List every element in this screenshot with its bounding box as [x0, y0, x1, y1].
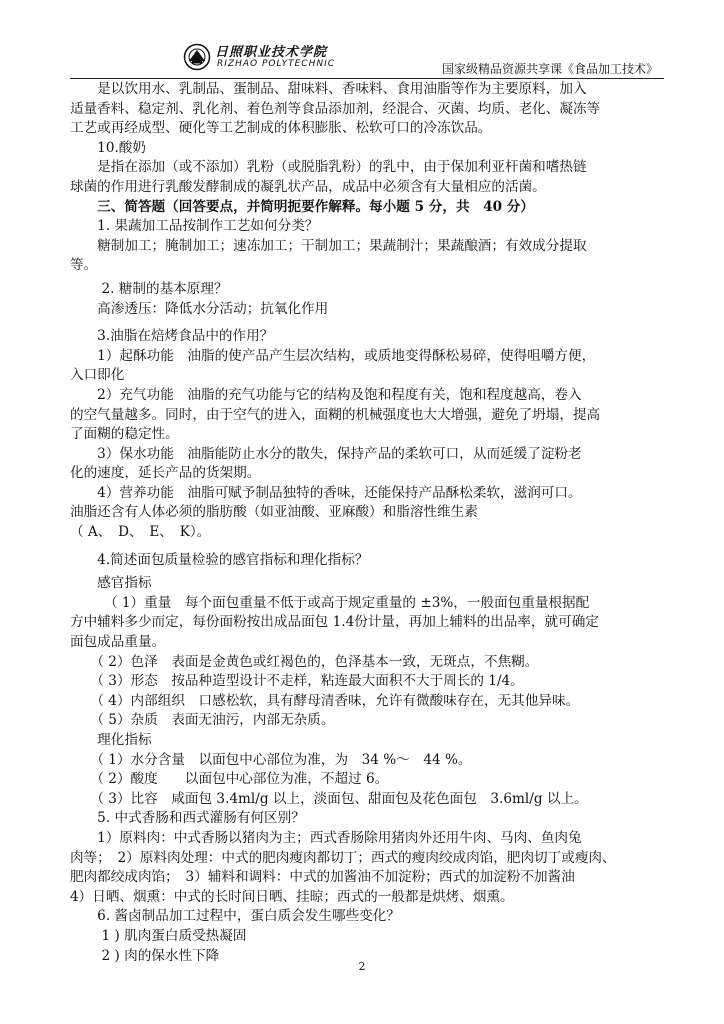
text-line: 面包成品重量。	[70, 634, 166, 651]
text-line: 肉等； 2）原料肉处理：中式的肥肉瘦肉都切丁；西式的瘦肉绞成肉馅，肥肉切丁或瘦肉、	[70, 849, 616, 866]
question-4: 4.简述面包质量检验的感官指标和理化指标？	[70, 551, 369, 568]
question-6: 6. 酱卤制品加工过程中，蛋白质会发生哪些变化？	[70, 908, 400, 925]
text-line: 工艺或再经成型、硬化等工艺制成的体积膨胀、松软可口的冷冻饮品。	[70, 120, 492, 137]
text-line: 入口即化	[70, 367, 125, 384]
text-line: （ A、 D、 E、 K）。	[70, 524, 211, 541]
text-line: 高渗透压：降低水分活动；抗氧化作用	[70, 300, 329, 317]
question-5: 5. 中式香肠和西式灌肠有何区别？	[70, 810, 305, 827]
text-line: 油脂还含有人体必须的脂肪酸（如亚油酸、亚麻酸）和脂溶性维生素	[70, 504, 478, 521]
question-1: 1. 果蔬加工品按制作工艺如何分类？	[70, 218, 319, 235]
text-line: 球菌的作用进行乳酸发酵制成的凝乳状产品，成品中必须含有大量相应的活菌。	[70, 178, 546, 195]
text-line: 4）日晒、烟熏：中式的长时间日晒、挂晾；西式的一般都是烘烤、烟熏。	[70, 888, 514, 905]
text-line: （ 3）比容 咸面包 3.4ml/g 以上，淡面包、甜面包及花色面包 3.6ml/g 以上。	[70, 790, 588, 807]
section-heading: 三、简答题（回答要点，并简明扼要作解释。每小题 5 分，共 40 分）	[70, 198, 534, 215]
subheading-physicochemical: 理化指标	[70, 732, 152, 748]
text-line: 化的速度，延长产品的货架期。	[70, 465, 261, 482]
text-line: 的空气量越多。同时，由于空气的进入，面糊的机械强度也大大增强，避免了坍塌，提高	[70, 406, 601, 423]
text-line: （ 3）形态 按品种造型设计不走样，粘连最大面积不大于周长的 1/4。	[70, 673, 524, 690]
question-2: 2. 糖制的基本原理？	[70, 280, 228, 297]
text-line: 肥肉都绞成肉馅； 3）辅料和调料：中式的加酱油不加淀粉；西式的加淀粉不加酱油	[70, 869, 575, 886]
page-header	[70, 40, 664, 79]
text-line: 适量香料、稳定剂、乳化剂、着色剂等食品添加剂，经混合、灭菌、均质、老化、凝冻等	[70, 100, 601, 117]
text-line: 2 ) 肉的保水性下降	[70, 947, 220, 964]
school-name-cn: 日照职业技术学院	[215, 45, 328, 60]
text-line: （ 1）重量 每个面包重量不低于或高于规定重量的 ±3%，一般面包重量根据配	[70, 594, 590, 611]
school-name-en: RIZHAO POLYTECHNIC	[217, 59, 336, 69]
text-line: 糖制加工；腌制加工；速冻加工；干制加工；果蔬制汁；果蔬酿酒；有效成分提取	[70, 237, 587, 254]
text-line: 等。	[70, 257, 98, 274]
page-body	[70, 80, 664, 966]
text-line: 1 ) 肌肉蛋白质受热凝固	[70, 927, 247, 944]
text-line: （ 5）杂质 表面无油污，内部无杂质。	[70, 712, 335, 729]
course-title: 国家级精品资源共享课《食品加工技术》	[441, 62, 658, 76]
school-emblem-icon	[183, 43, 211, 71]
text-line: 是以饮用水、乳制品、蛋制品、甜味料、香味料、食用油脂等作为主要原料，加入	[70, 81, 587, 97]
text-line: 了面糊的稳定性。	[70, 426, 179, 443]
page-number: 2	[358, 960, 366, 973]
school-logo	[183, 40, 343, 74]
text-line: 3）保水功能 油脂能防止水分的散失，保持产品的柔软可口，从而延缓了淀粉老	[70, 445, 582, 462]
text-line: 2）充气功能 油脂的充气功能与它的结构及饱和程度有关，饱和程度越高，卷入	[70, 386, 582, 403]
text-line: （ 1）水分含量 以面包中心部位为准，为 34 %～ 44 %。	[70, 751, 472, 768]
text-line: 1）原料肉：中式香肠以猪肉为主；西式香肠除用猪肉外还用牛肉、马肉、鱼肉兔	[70, 829, 582, 846]
text-line: 10.酸奶	[70, 139, 146, 156]
text-line: 1）起酥功能 油脂的使产品产生层次结构，或质地变得酥松易碎，使得咀嚼方便，	[70, 347, 596, 364]
text-line: 4）营养功能 油脂可赋予制品独特的香味，还能保持产品酥松柔软，滋润可口。	[70, 484, 582, 501]
text-line: 方中辅料多少而定，每份面粉按出成品面包 1.4份计量，再加上辅料的出品率，就可确定	[70, 614, 599, 631]
text-line: （ 4）内部组织 口感松软，具有酵母清香味，允许有微酸味存在，无其他异味。	[70, 692, 580, 709]
text-line: （ 2）色泽 表面是金黄色或红褐色的，色泽基本一致，无斑点，不焦糊。	[70, 653, 539, 670]
subheading-sensory: 感官指标	[70, 575, 152, 592]
text-line: 是指在添加（或不添加）乳粉（或脱脂乳粉）的乳中，由于保加利亚杆菌和嗜热链	[70, 159, 587, 176]
text-line: （ 2）酸度 以面包中心部位为准，不超过 6。	[70, 771, 389, 788]
question-3: 3.油脂在焙烤食品中的作用？	[70, 328, 274, 345]
